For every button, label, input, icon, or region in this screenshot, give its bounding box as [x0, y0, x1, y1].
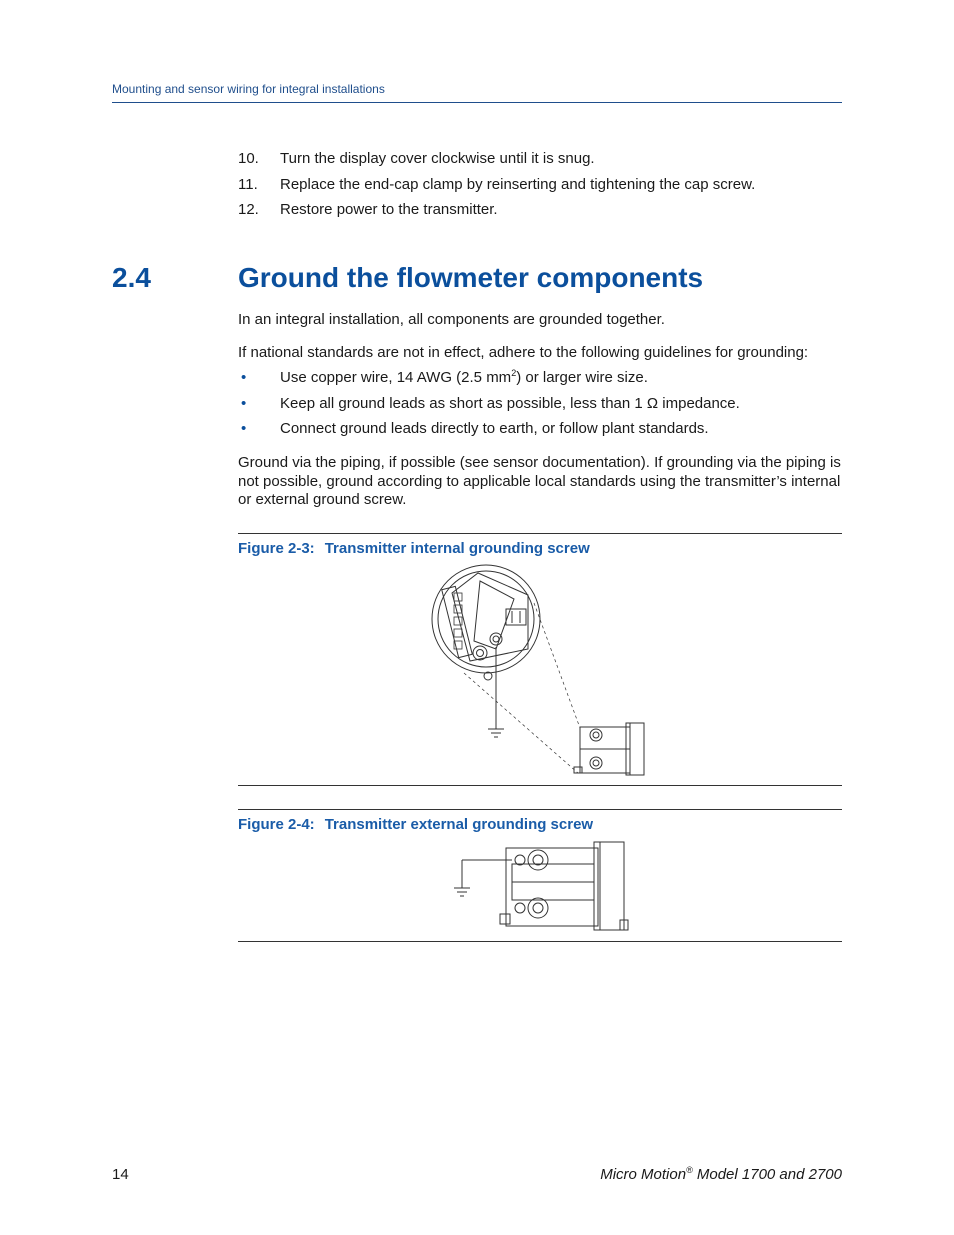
bullet-text: Connect ground leads directly to earth, or follow plant standards. — [280, 420, 709, 437]
figure-title: Transmitter internal grounding screw — [324, 540, 590, 557]
bullet-marker: • — [241, 394, 247, 412]
page-number: 14 — [112, 1166, 129, 1183]
bullet-marker: • — [241, 369, 247, 386]
list-item — [238, 369, 842, 387]
figure-top-rule — [238, 809, 842, 810]
step-number: 10. — [238, 150, 259, 167]
figure-label: Figure 2-4: — [238, 816, 315, 833]
step-item — [238, 176, 842, 194]
bullet-text: Keep all ground leads as short as possible, less than 1 Ω impedance. — [280, 394, 740, 412]
procedure-steps — [238, 150, 842, 227]
bullet-text — [280, 369, 648, 387]
external-grounding-illustration — [450, 840, 630, 936]
figure-title: Transmitter external grounding screw — [324, 816, 594, 833]
figure-caption — [238, 540, 590, 557]
registered-mark: ® — [686, 1165, 693, 1175]
grounding-guidelines-list — [238, 369, 842, 446]
figure-bottom-rule — [238, 941, 842, 942]
step-number: 11. — [238, 175, 258, 193]
figure-label: Figure 2-3: — [238, 540, 315, 557]
internal-grounding-illustration — [430, 563, 650, 781]
bullet-text-part: Use copper wire, 14 AWG (2.5 mm — [280, 369, 512, 386]
section-title: Ground the flowmeter components — [238, 262, 704, 293]
section-number: 2.4 — [112, 262, 151, 293]
list-item — [238, 420, 842, 438]
bullet-marker: • — [241, 420, 247, 437]
step-number: 12. — [238, 201, 259, 218]
superscript: 2 — [511, 368, 517, 378]
guidelines-intro: If national standards are not in effect, adhere to the following guidelines for grounding: — [238, 344, 809, 361]
step-text: Turn the display cover clockwise until it is snug. — [280, 150, 595, 167]
bullet-text-part: ) or larger wire size. — [516, 369, 648, 386]
figure-top-rule — [238, 533, 842, 534]
figure-bottom-rule — [238, 785, 842, 786]
ground-paragraph: Ground via the piping, if possible (see sensor documentation). If grounding via the piping is not possible, ground according to applicable local standards using the transmitter’s internal or external ground screw. — [238, 454, 841, 508]
footer-title-part: Micro Motion — [600, 1166, 687, 1183]
section-heading — [112, 262, 852, 294]
step-text: Replace the end-cap clamp by reinserting and tightening the cap screw. — [280, 175, 756, 193]
intro-paragraph: In an integral installation, all components are grounded together. — [238, 311, 665, 328]
step-text: Restore power to the transmitter. — [280, 201, 498, 218]
footer-document-title — [600, 1166, 842, 1183]
figure-caption — [238, 816, 593, 833]
step-item — [238, 201, 842, 219]
running-header: Mounting and sensor wiring for integral installations — [112, 82, 842, 103]
footer-title-part: Model 1700 and 2700 — [692, 1166, 842, 1183]
list-item — [238, 395, 842, 413]
step-item — [238, 150, 842, 168]
